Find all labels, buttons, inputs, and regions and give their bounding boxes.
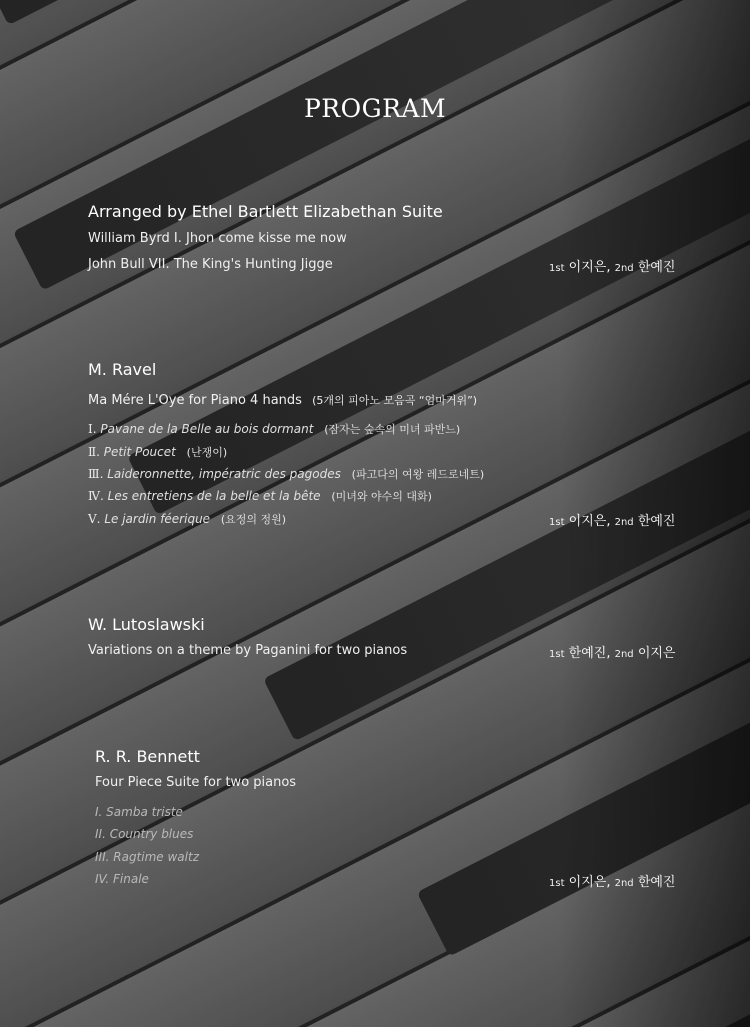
second-label: 2nd [614, 649, 634, 660]
movement-number: Ⅳ [88, 489, 100, 503]
movement-item [88, 421, 460, 437]
work-line: John Bull VII. The King's Hunting Jigge [88, 257, 333, 272]
movement-item [88, 488, 432, 504]
performers [549, 510, 676, 529]
movement-item [88, 511, 286, 527]
movement-item: III. Ragtime waltz [95, 850, 199, 864]
movement-korean: (미녀와 야수의 대화) [331, 490, 432, 503]
performers [549, 871, 676, 890]
movement-korean: (파고다의 여왕 레드로네트) [351, 468, 485, 481]
movement-separator: . [96, 512, 105, 526]
movement-number: Ⅲ [88, 467, 100, 481]
work-title: Four Piece Suite for two pianos [95, 775, 297, 790]
composer-name: W. Lutoslawski [88, 615, 205, 634]
movement-number: Ⅰ [88, 422, 93, 436]
first-performer: 한예진 [568, 646, 607, 661]
movement-item [88, 466, 484, 482]
second-label: 2nd [614, 263, 634, 274]
movement-korean: (잠자는 숲속의 미녀 파반느) [324, 423, 461, 436]
movement-title: Pavane de la Belle au bois dormant [100, 422, 314, 436]
movement-separator: . [100, 489, 108, 503]
movement-item: I. Samba triste [95, 805, 183, 819]
movement-title: Petit Poucet [103, 445, 176, 459]
second-performer: 한예진 [637, 514, 676, 529]
movement-separator: . [99, 467, 108, 481]
first-performer: 이지은 [568, 514, 607, 529]
movement-number: Ⅱ [88, 445, 97, 459]
second-label: 2nd [614, 517, 634, 528]
separator: , [606, 646, 611, 661]
work-title: Variations on a theme by Paganini for two pianos [88, 643, 408, 658]
movement-korean: (난쟁이) [186, 446, 228, 459]
composer-name: R. R. Bennett [95, 747, 200, 766]
first-label: 1st [549, 517, 565, 528]
first-label: 1st [549, 878, 565, 889]
movement-separator: . [96, 445, 104, 459]
composer-name: M. Ravel [88, 360, 157, 379]
work-line: William Byrd I. Jhon come kisse me now [88, 231, 347, 246]
movement-item: IV. Finale [95, 872, 149, 886]
movement-item [88, 444, 227, 460]
first-label: 1st [549, 263, 565, 274]
separator: , [606, 260, 611, 275]
separator: , [606, 875, 611, 890]
second-performer: 한예진 [637, 875, 676, 890]
page-title: PROGRAM [303, 94, 447, 123]
movement-title: Le jardin féerique [104, 512, 211, 526]
work-title [88, 392, 477, 408]
movement-item: II. Country blues [95, 827, 194, 841]
section-heading: Arranged by Ethel Bartlett Elizabethan Suite [88, 202, 443, 221]
performers [549, 256, 676, 275]
first-performer: 이지은 [568, 260, 607, 275]
movement-separator: . [92, 422, 101, 436]
first-label: 1st [549, 649, 565, 660]
movement-title: Les entretiens de la belle et la bête [107, 489, 321, 503]
movement-korean: (요정의 정원) [220, 513, 287, 526]
second-label: 2nd [614, 878, 634, 889]
work-title-korean: (5개의 피아노 모음곡 “엄마거위”) [312, 394, 478, 407]
first-performer: 이지은 [568, 875, 607, 890]
second-performer: 한예진 [637, 260, 676, 275]
work-title-text: Ma Mére L'Oye for Piano 4 hands [88, 393, 302, 408]
separator: , [606, 514, 611, 529]
movement-number: Ⅴ [88, 512, 97, 526]
performers [549, 642, 676, 661]
movement-title: Laideronnette, impératric des pagodes [107, 467, 341, 481]
second-performer: 이지은 [637, 646, 676, 661]
